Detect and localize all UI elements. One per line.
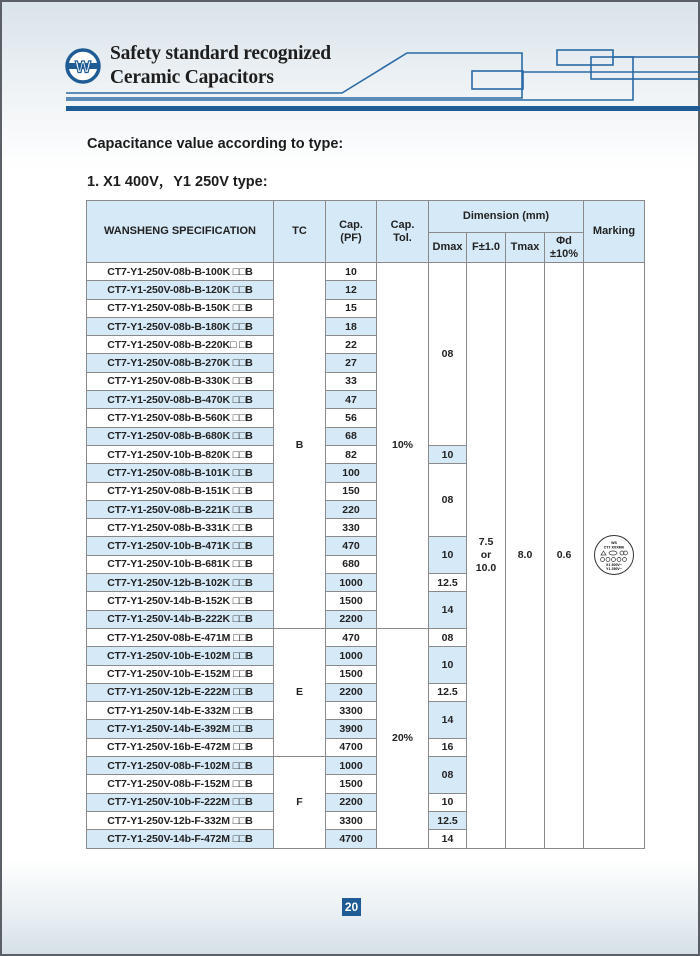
dmax-cell: 08 [429, 628, 467, 646]
dmax-cell: 12.5 [429, 574, 467, 592]
header-tol-line1: Cap. [390, 218, 415, 231]
capacitance-cell: 3900 [326, 720, 377, 738]
header-dmax: Dmax [429, 233, 467, 263]
spec-cell: CT7-Y1-250V-08b-B-270K □□B [87, 354, 274, 372]
header-specification: WANSHENG SPECIFICATION [87, 201, 274, 263]
capacitance-cell: 82 [326, 445, 377, 463]
header-tc: TC [274, 201, 326, 263]
capacitance-cell: 4700 [326, 830, 377, 848]
spec-cell: CT7-Y1-250V-12b-E-222M □□B [87, 683, 274, 701]
f-value-line: or [480, 548, 492, 561]
dmax-cell: 08 [429, 263, 467, 446]
banner-rule [66, 106, 700, 111]
dmax-cell: 08 [429, 757, 467, 794]
capacitance-cell: 100 [326, 464, 377, 482]
dmax-cell: 12.5 [429, 683, 467, 701]
tc-cell: B [274, 263, 326, 629]
capacitance-cell: 470 [326, 628, 377, 646]
header-f: F±1.0 [467, 233, 506, 263]
f-cell [467, 263, 506, 849]
spec-cell: CT7-Y1-250V-08b-B-180K □□B [87, 317, 274, 335]
section-heading: Capacitance value according to type: [87, 136, 344, 152]
spec-cell: CT7-Y1-250V-10b-B-820K □□B [87, 445, 274, 463]
header-tol-line2: Tol. [393, 231, 412, 244]
spec-cell: CT7-Y1-250V-10b-E-102M □□B [87, 647, 274, 665]
dmax-cell: 12.5 [429, 811, 467, 829]
marking-stamp-icon [593, 534, 635, 576]
section-subheading: 1. X1 400V，Y1 250V type: [87, 174, 268, 190]
document-title [110, 42, 331, 90]
marking-line-3: X1 400V~ [606, 563, 622, 568]
header-tolerance [377, 201, 429, 263]
capacitance-cell: 18 [326, 317, 377, 335]
capacitance-cell: 1500 [326, 592, 377, 610]
spec-cell: CT7-Y1-250V-14b-E-332M □□B [87, 702, 274, 720]
marking-line-4: Y1 250V~ [606, 567, 622, 572]
dmax-cell: 10 [429, 537, 467, 574]
spec-cell: CT7-Y1-250V-08b-B-151K □□B [87, 482, 274, 500]
spec-cell: CT7-Y1-250V-12b-B-102K □□B [87, 574, 274, 592]
spec-cell: CT7-Y1-250V-08b-B-560K □□B [87, 409, 274, 427]
marking-cell [584, 263, 645, 849]
capacitance-cell: 3300 [326, 811, 377, 829]
header-phid-line1: Φd [556, 234, 572, 247]
table-row [87, 263, 645, 281]
capacitance-cell: 680 [326, 555, 377, 573]
spec-cell: CT7-Y1-250V-14b-F-472M □□B [87, 830, 274, 848]
spec-cell: CT7-Y1-250V-08b-B-221K □□B [87, 500, 274, 518]
spec-cell: CT7-Y1-250V-08b-B-330K □□B [87, 372, 274, 390]
header-phid-line2: ±10% [549, 247, 579, 260]
spec-cell: CT7-Y1-250V-10b-F-222M □□B [87, 793, 274, 811]
capacitance-cell: 3300 [326, 702, 377, 720]
spec-cell: CT7-Y1-250V-10b-E-152M □□B [87, 665, 274, 683]
tmax-cell: 8.0 [506, 263, 545, 849]
dmax-cell: 10 [429, 647, 467, 684]
marking-line-2: CT7 XXXMK [603, 545, 625, 550]
capacitance-cell: 12 [326, 281, 377, 299]
spec-cell: CT7-Y1-250V-12b-F-332M □□B [87, 811, 274, 829]
capacitance-cell: 220 [326, 500, 377, 518]
capacitance-cell: 2200 [326, 610, 377, 628]
header-cap-line2: (PF) [340, 231, 362, 244]
spec-cell: CT7-Y1-250V-16b-E-472M □□B [87, 738, 274, 756]
capacitance-cell: 68 [326, 427, 377, 445]
capacitance-cell: 15 [326, 299, 377, 317]
header-cap-line1: Cap. [339, 218, 363, 231]
capacitance-cell: 4700 [326, 738, 377, 756]
spec-cell: CT7-Y1-250V-08b-F-102M □□B [87, 757, 274, 775]
spec-cell: CT7-Y1-250V-10b-B-681K □□B [87, 555, 274, 573]
table-body [87, 263, 645, 849]
capacitance-cell: 2200 [326, 683, 377, 701]
marking-wrap [584, 534, 644, 576]
f-value-line: 10.0 [475, 561, 497, 574]
spec-cell: CT7-Y1-250V-08b-B-100K □□B [87, 263, 274, 281]
capacitance-cell: 56 [326, 409, 377, 427]
header-phid [545, 233, 584, 263]
spec-cell: CT7-Y1-250V-14b-E-392M □□B [87, 720, 274, 738]
spec-cell: CT7-Y1-250V-08b-B-150K □□B [87, 299, 274, 317]
spec-cell: CT7-Y1-250V-14b-B-222K □□B [87, 610, 274, 628]
capacitance-cell: 27 [326, 354, 377, 372]
dmax-cell: 08 [429, 464, 467, 537]
logo-letter: W [74, 57, 92, 77]
spec-cell: CT7-Y1-250V-08b-B-101K □□B [87, 464, 274, 482]
tc-cell: F [274, 757, 326, 848]
capacitance-cell: 470 [326, 537, 377, 555]
capacitance-cell: 10 [326, 263, 377, 281]
f-value-line: 7.5 [478, 535, 494, 548]
wansheng-logo-icon [65, 48, 101, 84]
header-tmax: Tmax [506, 233, 545, 263]
page-banner [2, 2, 700, 122]
spec-cell: CT7-Y1-250V-08b-B-331K □□B [87, 519, 274, 537]
dmax-cell: 14 [429, 592, 467, 629]
dmax-cell: 10 [429, 445, 467, 463]
spec-cell: CT7-Y1-250V-14b-B-152K □□B [87, 592, 274, 610]
capacitance-cell: 47 [326, 391, 377, 409]
dmax-cell: 10 [429, 793, 467, 811]
tc-cell: E [274, 628, 326, 756]
banner-decoration [2, 2, 700, 122]
dmax-cell: 16 [429, 738, 467, 756]
circuit-box-1 [472, 71, 523, 89]
capacitance-table [86, 200, 645, 849]
tolerance-cell: 20% [377, 628, 429, 848]
capacitance-cell: 22 [326, 336, 377, 354]
header-marking: Marking [584, 201, 645, 263]
dmax-cell: 14 [429, 830, 467, 848]
capacitance-cell: 1500 [326, 665, 377, 683]
capacitance-cell: 1000 [326, 757, 377, 775]
tolerance-cell: 10% [377, 263, 429, 629]
capacitance-cell: 33 [326, 372, 377, 390]
capacitance-cell: 1000 [326, 647, 377, 665]
title-line-1: Safety standard recognized [110, 43, 331, 64]
header-capacitance [326, 201, 377, 263]
capacitance-cell: 330 [326, 519, 377, 537]
circuit-box-3 [591, 57, 700, 79]
spec-cell: CT7-Y1-250V-10b-B-471K □□B [87, 537, 274, 555]
phid-cell: 0.6 [545, 263, 584, 849]
spec-cell: CT7-Y1-250V-08b-E-471M □□B [87, 628, 274, 646]
spec-cell: CT7-Y1-250V-08b-B-120K □□B [87, 281, 274, 299]
spec-cell: CT7-Y1-250V-08b-B-470K □□B [87, 391, 274, 409]
dmax-cell: 14 [429, 702, 467, 739]
spec-cell: CT7-Y1-250V-08b-B-220K□ □B [87, 336, 274, 354]
capacitance-cell: 150 [326, 482, 377, 500]
capacitance-cell: 2200 [326, 793, 377, 811]
header-dimension: Dimension (mm) [429, 201, 584, 233]
capacitance-cell: 1000 [326, 574, 377, 592]
spec-cell: CT7-Y1-250V-08b-F-152M □□B [87, 775, 274, 793]
title-line-2: Ceramic Capacitors [110, 67, 274, 88]
marking-line-1: WS [611, 541, 617, 546]
page-number: 20 [342, 898, 361, 916]
capacitance-cell: 1500 [326, 775, 377, 793]
spec-cell: CT7-Y1-250V-08b-B-680K □□B [87, 427, 274, 445]
